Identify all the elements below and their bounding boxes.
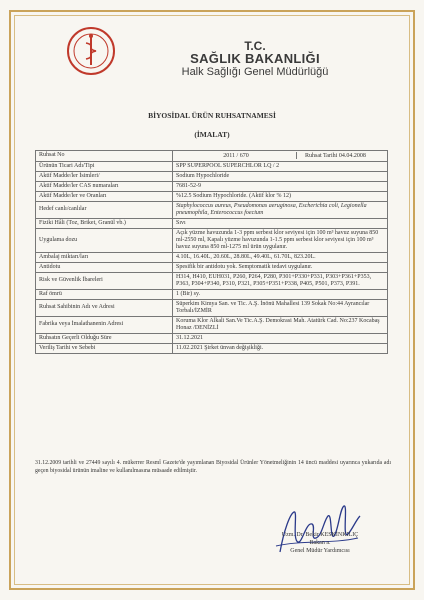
row-label: Raf ömrü <box>36 289 173 299</box>
table-row <box>36 181 388 191</box>
signer-title-1: Bakan a. <box>309 540 331 546</box>
table-row <box>36 201 388 218</box>
row-value: 11.02.2021 Şirket ünvan değişikliği. <box>173 343 388 353</box>
ministry-name: SAĞLIK BAKANLIĞI <box>190 51 320 66</box>
row-label: Aktif Madde/ler İsimleri/ <box>36 171 173 181</box>
directorate-name: Halk Sağlığı Genel Müdürlüğü <box>181 66 329 78</box>
table-row-license <box>36 151 388 162</box>
row-value: Staphylococcus aureus, Pseudomonas aeruginosa, Escherichia coli, Legionella pneumophila, Enterococcus foecium <box>173 201 388 218</box>
license-table <box>35 150 388 354</box>
row-value: Koruma Klor Alkali San.Ve Tic.A.Ş. Demokrasi Mah. Atatürk Cad. No:237 Kocabaş Honaz /DENİZLİ <box>173 316 388 333</box>
license-number: 2011 / 670 <box>223 152 249 159</box>
row-value: %12.5 Sodium Hypochloride. (Aktif klor % 12) <box>173 191 388 201</box>
row-value: 1 (Bir) sy. <box>173 289 388 299</box>
row-label: Antidotu <box>36 262 173 272</box>
signer-name: Uzm. Dr. Bekir KESKİNKILIÇ <box>281 532 359 538</box>
row-value: H314, H410, EUH031, P260, P264, P280, P301+P330+P331, P303+P361+P353, P363, P304+P340, P310, P321, P305+P351+P338, P405, P501, P373, P391. <box>173 272 388 289</box>
row-value: 31.12.2021 <box>173 333 388 343</box>
license-date-label: Ruhsat Tarihi <box>305 152 338 159</box>
row-label: Fabrika veya İmalathanenin Adresi <box>36 316 173 333</box>
signer-block <box>260 531 380 555</box>
row-label: Fiziki Hâli (Toz, Briket, Granül vb.) <box>36 218 173 228</box>
license-date: 04.04.2008 <box>338 152 366 159</box>
row-label: Ambalaj miktarı/ları <box>36 252 173 262</box>
signer-title-2: Genel Müdür Yardımcısı <box>290 548 350 554</box>
row-label: Uygulama dozu <box>36 228 173 252</box>
row-value: Açık yüzme havuzunda 1-3 ppm serbest klor seviyesi için 100 m³ havuz suyuna 850 ml-2550 ml, Kapalı yüzme havuzunda 1-1.5 ppm serbest klor seviyesi için 100 m³ havuz suyuna 850 ml-1275 ml ürün uygulanır. <box>173 228 388 252</box>
table-row <box>36 171 388 181</box>
table-row <box>36 272 388 289</box>
row-value: 4.10L, 16.40L, 20.60L, 28.80L, 49.40L, 61.70L, 823.20L. <box>173 252 388 262</box>
row-value: Sodium Hypochloride <box>173 171 388 181</box>
ministry-seal-icon <box>66 26 116 76</box>
table-row <box>36 191 388 201</box>
row-value: Spesifik bir antidotu yok. Semptomatik tedavi uygulanır. <box>173 262 388 272</box>
table-row <box>36 299 388 316</box>
table-row <box>36 262 388 272</box>
table-row <box>36 218 388 228</box>
table-row <box>36 316 388 333</box>
table-row <box>36 343 388 353</box>
row-label: Aktif Madde/ler CAS numaraları <box>36 181 173 191</box>
license-number-label: Ruhsat No <box>36 151 173 162</box>
table-row <box>36 228 388 252</box>
table-row <box>36 252 388 262</box>
row-label: Aktif Madde/ler ve Oranları <box>36 191 173 201</box>
row-label: Hedef canlı/canlılar <box>36 201 173 218</box>
row-label: Ruhsat Sahibinin Adı ve Adresi <box>36 299 173 316</box>
country-label: T.C. <box>244 39 266 53</box>
document-subtitle: (İMALAT) <box>194 130 230 139</box>
authorization-paragraph: 31.12.2009 tarihli ve 27449 sayılı 4. mükerrer Resmî Gazete'de yayımlanan Biyosidal Ürünler Yönetmeliğinin 14 üncü maddesi uyarınca yukarıda adı geçen biyosidal ürünün imaline ve kullanılmasına müsaade edilmiştir. <box>35 460 391 474</box>
document-title: BİYOSİDAL ÜRÜN RUHSATNAMESİ <box>148 111 276 120</box>
row-label: Veriliş Tarihi ve Sebebi <box>36 343 173 353</box>
row-value: 7681-52-9 <box>173 181 388 191</box>
row-value: Süperkim Kimya San. ve Tic. A.Ş. İnönü Mahallesi 139 Sokak No:44 Ayrancılar Torbalı/İZMİR <box>173 299 388 316</box>
table-row <box>36 289 388 299</box>
header <box>150 40 360 79</box>
table-row <box>36 161 388 171</box>
row-label: Ürünün Ticari Adı/Tipi <box>36 161 173 171</box>
table-row <box>36 333 388 343</box>
row-label: Risk ve Güvenlik İbareleri <box>36 272 173 289</box>
row-label: Ruhsatın Geçerli Olduğu Süre <box>36 333 173 343</box>
row-value: SPP SUPERPOOL SUPERCHLOR LQ / 2 <box>173 161 388 171</box>
row-value: Sıvı <box>173 218 388 228</box>
